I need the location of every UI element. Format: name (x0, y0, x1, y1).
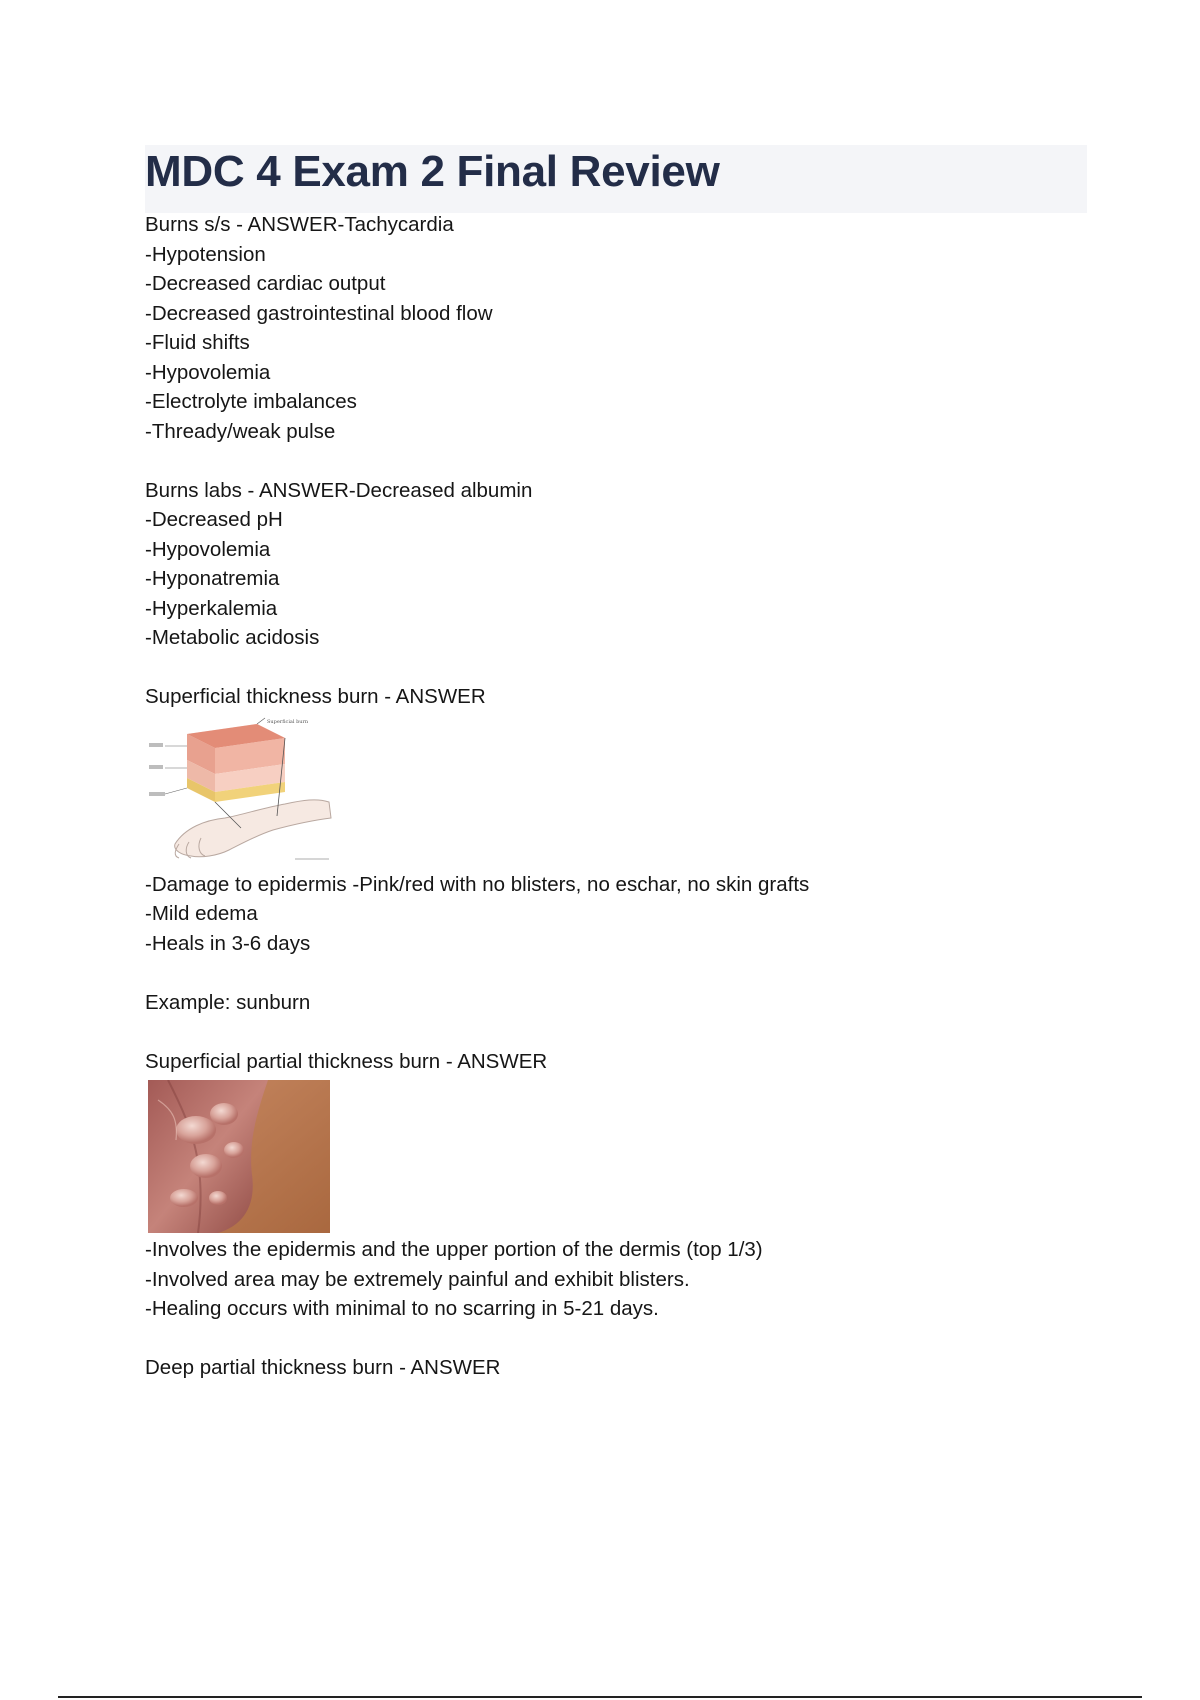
section-heading: Superficial thickness burn - ANSWER (145, 685, 486, 708)
section-superficial-partial-burn (145, 1047, 1087, 1324)
text-line: -Decreased gastrointestinal blood flow (145, 301, 493, 325)
section-heading: Deep partial thickness burn - ANSWER (145, 1356, 501, 1379)
text-line: -Healing occurs with minimal to no scarring in 5-21 days. (145, 1297, 659, 1320)
text-line: -Involves the epidermis and the upper portion of the dermis (top 1/3) (145, 1238, 763, 1261)
text-line: -Metabolic acidosis (145, 626, 320, 649)
section-burns-signs (145, 210, 1087, 446)
text-line: -Hypotension (145, 242, 266, 266)
blistered-foot-photo (148, 1080, 330, 1233)
text-line: -Mild edema (145, 902, 258, 925)
paragraph-gap (145, 1017, 1087, 1047)
text-line: -Fluid shifts (145, 331, 250, 354)
document-body (145, 210, 1087, 1383)
section-superficial-burn (145, 682, 1087, 1017)
paragraph-gap (145, 1324, 1087, 1354)
page-bottom-rule (58, 1696, 1142, 1698)
superficial-burn-diagram (145, 716, 335, 866)
section-heading: Superficial partial thickness burn - ANSWER (145, 1049, 548, 1073)
text-line: -Electrolyte imbalances (145, 390, 357, 413)
page-title: MDC 4 Exam 2 Final Review (145, 147, 720, 196)
example-text: Example: sunburn (145, 990, 311, 1014)
text-line: -Hyperkalemia (145, 596, 278, 620)
text-line: -Damage to epidermis -Pink/red with no blisters, no eschar, no skin grafts (145, 872, 810, 896)
text-line: -Thready/weak pulse (145, 419, 336, 443)
section-deep-partial-burn (145, 1353, 1087, 1383)
text-line: -Decreased cardiac output (145, 272, 386, 295)
paragraph-gap (145, 653, 1087, 683)
diagram-caption: Superficial burn (267, 718, 309, 725)
text-line: -Decreased pH (145, 508, 283, 531)
text-line: Burns labs - ANSWER-Decreased albumin (145, 478, 533, 502)
section-burns-labs (145, 476, 1087, 653)
text-line: -Involved area may be extremely painful and exhibit blisters. (145, 1267, 690, 1291)
text-line: -Hypovolemia (145, 537, 271, 561)
text-line: -Heals in 3-6 days (145, 931, 311, 955)
text-line: Burns s/s - ANSWER-Tachycardia (145, 213, 454, 236)
text-line: -Hyponatremia (145, 567, 280, 590)
text-line: -Hypovolemia (145, 360, 271, 384)
paragraph-gap (145, 958, 1087, 988)
paragraph-gap (145, 446, 1087, 476)
